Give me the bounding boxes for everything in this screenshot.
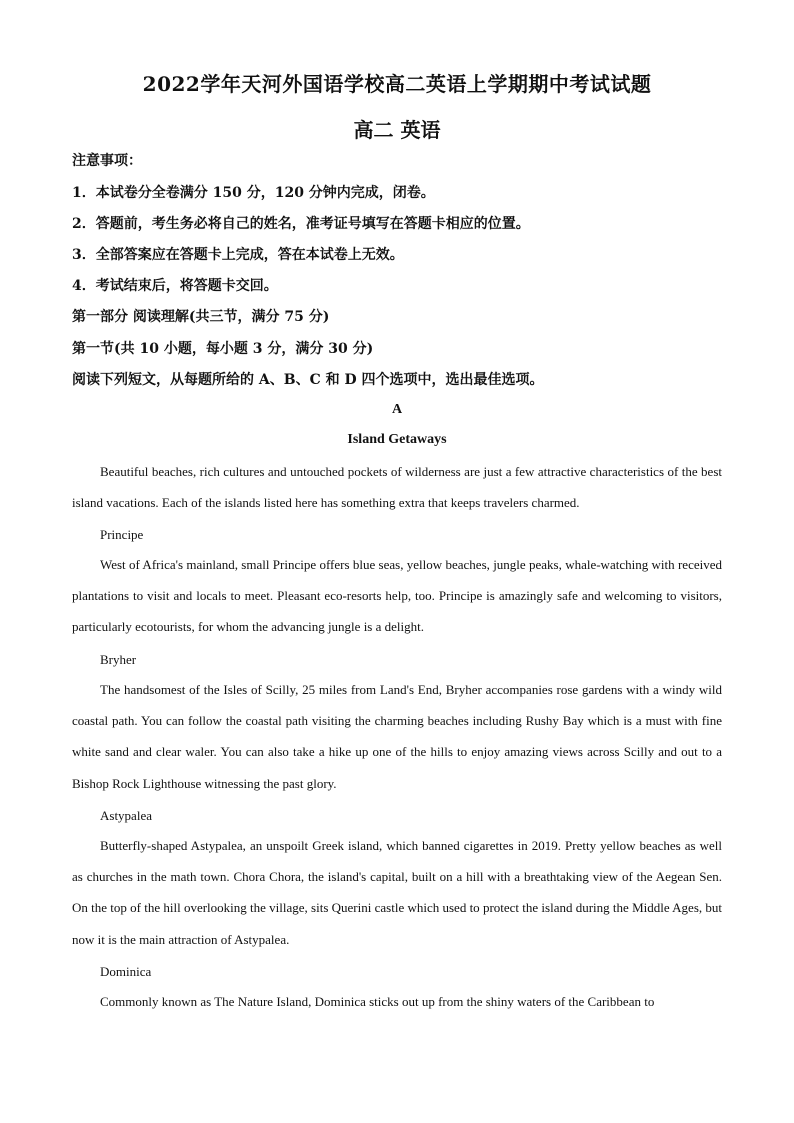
notice-item: 1．本试卷分全卷满分 150 分，120 分钟内完成，闭卷。 [72,185,435,201]
section-heading: 第一节(共 10 小题，每小题 3 分，满分 30 分) [72,341,374,357]
island-name: Astypalea [100,808,152,823]
exam-subtitle: 高二 英语 [353,118,441,142]
passage-title: Island Getaways [347,432,447,447]
notice-item: 3．全部答案应在答题卡上完成，答在本试卷上无效。 [72,247,404,263]
passage-letter: A [391,402,403,417]
notice-label: 注意事项： [72,153,142,169]
island-description: The handsomest of the Isles of Scilly, 25 miles from Land's End, Bryher accompanies rose gardens with a windy wild coastal path. You can follow the coastal path visiting the charming beaches including Rushy Bay which is a must with fine white sand and clear waler. You can also take a hike up one of the hills to enjoy amazing views across Scilly and out to a Bishop Rock Lighthouse witnessing the past glory. [72,682,722,791]
instruction: 阅读下列短文，从每题所给的 A、B、C 和 D 四个选项中，选出最佳选项。 [72,372,544,388]
island-description: West of Africa's mainland, small Principe offers blue seas, yellow beaches, jungle peaks, whale-watching with received plantations to visit and locals to meet. Pleasant eco-resorts help, too. Principe is amazingly safe and welcoming to visitors, particularly ecotourists, for whom the advancing jungle is a delight. [72,557,722,635]
notice-item: 4．考试结束后，将答题卡交回。 [72,278,278,294]
island-name: Principe [100,527,144,542]
part-heading: 第一部分 阅读理解(共三节，满分 75 分) [72,309,330,325]
passage-intro: Beautiful beaches, rich cultures and untouched pockets of wilderness are just a few attractive characteristics of the best island vacations. Each of the islands listed here has something extra that keeps travelers charmed. [72,464,722,511]
island-description: Commonly known as The Nature Island, Dominica sticks out up from the shiny waters of the Caribbean to [100,994,655,1009]
exam-title: 2022学年天河外国语学校高二英语上学期期中考试试题 [142,72,652,96]
notice-item: 2．答题前，考生务必将自己的姓名，准考证号填写在答题卡相应的位置。 [72,216,530,232]
island-name: Bryher [100,652,137,667]
island-name: Dominica [100,964,152,979]
island-description: Butterfly-shaped Astypalea, an unspoilt Greek island, which banned cigarettes in 2019. Pretty yellow beaches as well as churches in the math town. Chora Chora, the island's capital, built on a hill with a breathtaking view of the Aegean Sen. On the top of the hill overlooking the village, sits Querini castle which used to protect the island during the Middle Ages, but now it is the main attraction of Astypalea. [72,838,722,947]
